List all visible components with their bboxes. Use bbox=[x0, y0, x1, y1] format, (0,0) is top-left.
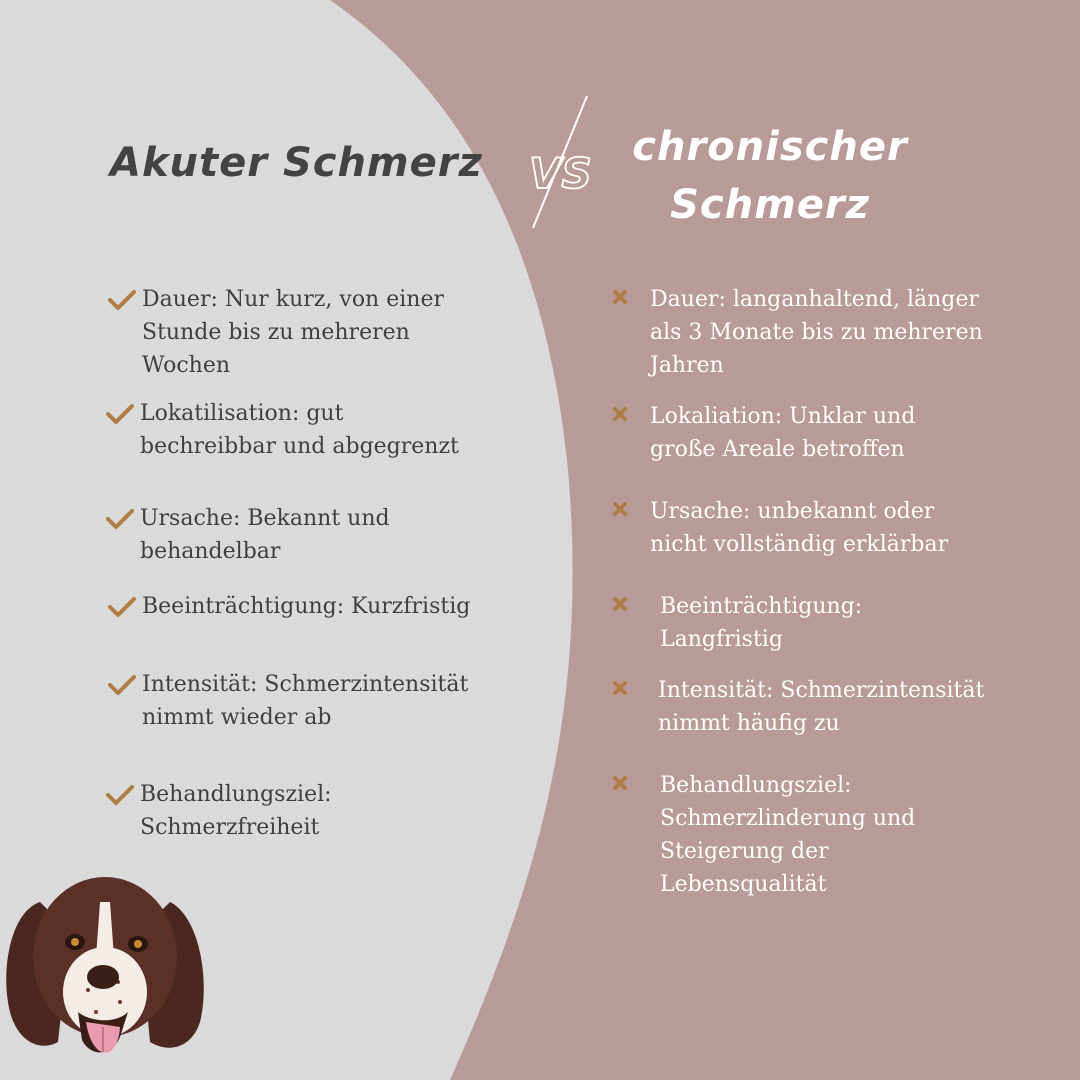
right-item-text: Dauer: langanhaltend, länger als 3 Monate bis zu mehreren Jahren bbox=[650, 287, 983, 378]
list-item bbox=[108, 283, 488, 382]
check-icon bbox=[106, 403, 140, 425]
list-item bbox=[106, 778, 486, 844]
list-item bbox=[612, 769, 1032, 901]
list-item bbox=[612, 283, 1032, 382]
left-item-text: Lokatilisation: gut bechreibbar und abgegrenzt bbox=[140, 401, 459, 459]
left-item-text: Intensität: Schmerzintensität nimmt wieder ab bbox=[142, 672, 469, 730]
vs-icon bbox=[525, 92, 595, 232]
list-item bbox=[108, 590, 508, 623]
x-icon bbox=[612, 406, 650, 422]
x-icon bbox=[612, 596, 660, 612]
list-item bbox=[106, 397, 486, 463]
x-icon bbox=[612, 289, 650, 305]
left-title: Akuter Schmerz bbox=[110, 140, 483, 186]
list-item bbox=[108, 668, 508, 734]
list-item bbox=[612, 674, 1052, 740]
left-item-text: Beeinträchtigung: Kurzfristig bbox=[142, 594, 471, 619]
left-item-text: Behandlungsziel: Schmerzfreiheit bbox=[140, 782, 332, 840]
dog-illustration bbox=[0, 862, 210, 1080]
vs-label: VS bbox=[529, 149, 592, 198]
list-item bbox=[106, 502, 486, 568]
check-icon bbox=[106, 508, 140, 530]
right-title: chronischer Schmerz bbox=[632, 124, 908, 228]
check-icon bbox=[108, 596, 142, 618]
x-icon bbox=[612, 775, 660, 791]
check-icon bbox=[108, 289, 142, 311]
right-item-text: Lokaliation: Unklar und große Areale betroffen bbox=[650, 404, 916, 462]
check-icon bbox=[106, 784, 140, 806]
list-item bbox=[612, 400, 1032, 466]
check-icon bbox=[108, 674, 142, 696]
right-item-text: Behandlungsziel: Schmerzlinderung und Steigerung der Lebensqualität bbox=[660, 773, 916, 897]
right-item-text: Ursache: unbekannt oder nicht vollständig erklärbar bbox=[650, 499, 949, 557]
right-item-text: Beeinträchtigung: Langfristig bbox=[660, 594, 863, 652]
list-item bbox=[612, 590, 1032, 656]
right-item-text: Intensität: Schmerzintensität nimmt häufig zu bbox=[658, 678, 985, 736]
x-icon bbox=[612, 680, 658, 696]
list-item bbox=[612, 495, 1032, 561]
left-item-text: Ursache: Bekannt und behandelbar bbox=[140, 506, 390, 564]
left-item-text: Dauer: Nur kurz, von einer Stunde bis zu mehreren Wochen bbox=[142, 287, 444, 378]
x-icon bbox=[612, 501, 650, 517]
